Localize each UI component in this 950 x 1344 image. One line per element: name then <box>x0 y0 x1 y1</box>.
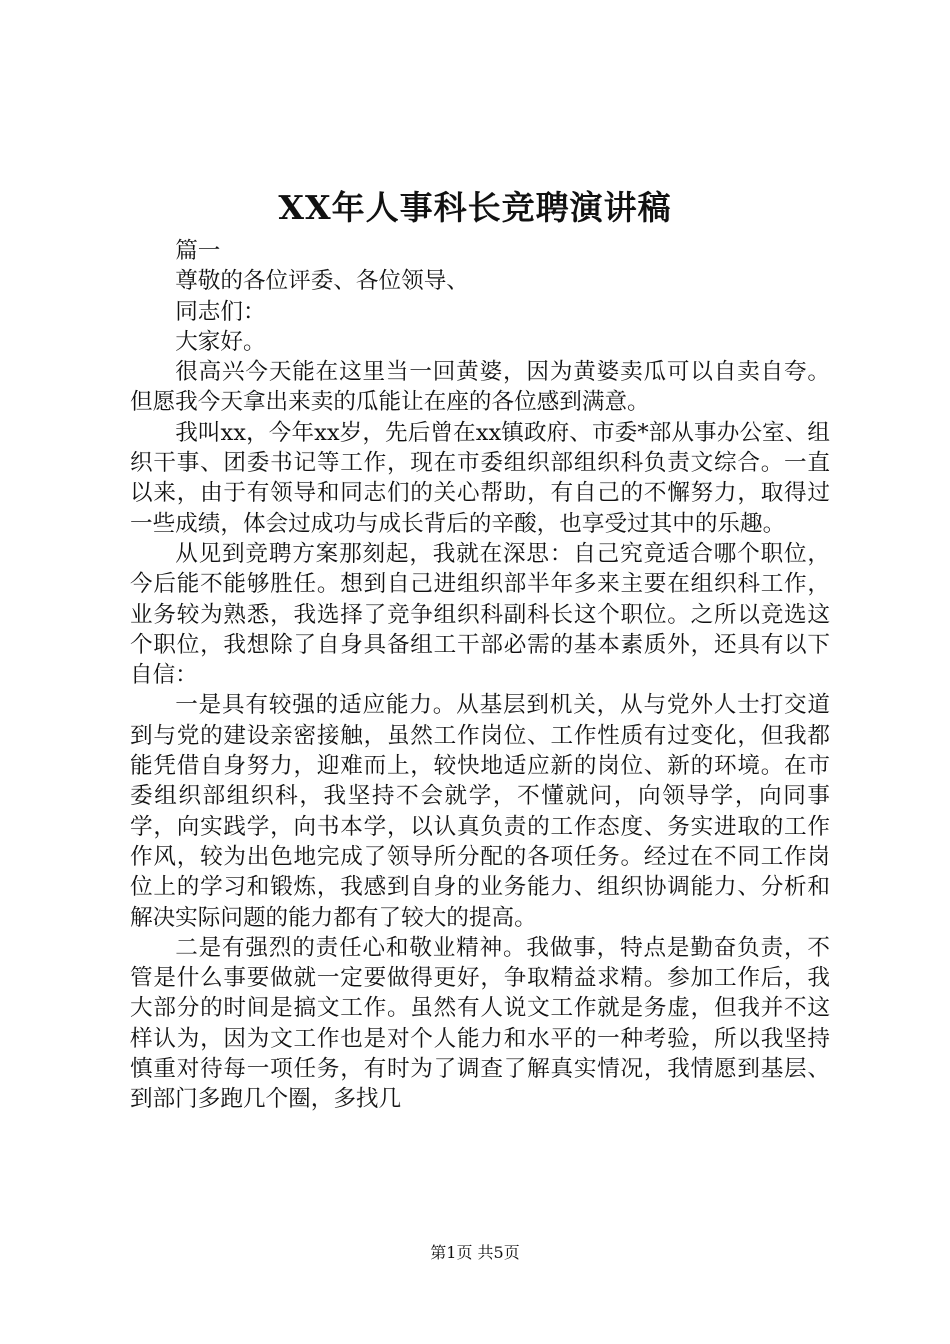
paragraph-salutation-comrades: 同志们： <box>175 298 266 325</box>
paragraph-section-label: 篇一 <box>175 238 221 264</box>
paragraph-greeting: 大家好。 <box>175 328 266 355</box>
paragraph-point-one: 一是具有较强的适应能力。从基层到机关，从与党外人士打交道到与党的建设亲密接触，虽然工作岗位、工作性质有过变化，但我都能凭借自身努力，迎难而上，较快地适应新的岗位、新的环境。在市委组织部组织科，我坚持不会就学，不懂就问，向领导学，向同事学，向实践学，向书本学，以认真负责的工作态度、务实进取的工作作风，较为出色地完成了领导所分配的各项任务。经过在不同工作岗位上的学习和锻炼，我感到自身的业务能力、组织协调能力、分析和解决实际问题的能力都有了较大的提高。 <box>130 692 830 931</box>
document-title: XX年人事科长竞聘演讲稿 <box>278 188 672 227</box>
page-number-footer: 第1页 共5页 <box>430 1243 520 1262</box>
document-body <box>130 236 830 1115</box>
paragraph-point-two: 二是有强烈的责任心和敬业精神。我做事，特点是勤奋负责，不管是什么事要做就一定要做得更好，争取精益求精。参加工作后，我大部分的时间是搞文工作。虽然有人说文工作就是务虚，但我并不这样认为，因为文工作也是对个人能力和水平的一种考验，所以我坚持慎重对待每一项任务，有时为了调查了解真实情况，我情愿到基层、到部门多跑几个圈，多找几 <box>130 934 830 1113</box>
paragraph-salutation: 尊敬的各位评委、各位领导、 <box>175 268 469 295</box>
paragraph-position-choice: 从见到竞聘方案那刻起，我就在深思：自己究竟适合哪个职位，今后能不能够胜任。想到自己进组织部半年多来主要在组织科工作，业务较为熟悉，我选择了竞争组织科副科长这个职位。之所以竞选这个职位，我想除了自身具备组工干部必需的基本素质外，还具有以下自信： <box>130 540 830 689</box>
paragraph-self-intro: 我叫xx，今年xx岁，先后曾在xx镇政府、市委*部从事办公室、组织干事、团委书记等工作，现在市委组织部组织科负责文综合。一直以来，由于有领导和同志们的关心帮助，有自己的不懈努力，取得过一些成绩，体会过成功与成长背后的辛酸，也享受过其中的乐趣。 <box>130 419 830 537</box>
paragraph-opening: 很高兴今天能在这里当一回黄婆，因为黄婆卖瓜可以自卖自夸。但愿我今天拿出来卖的瓜能让在座的各位感到满意。 <box>130 359 830 416</box>
